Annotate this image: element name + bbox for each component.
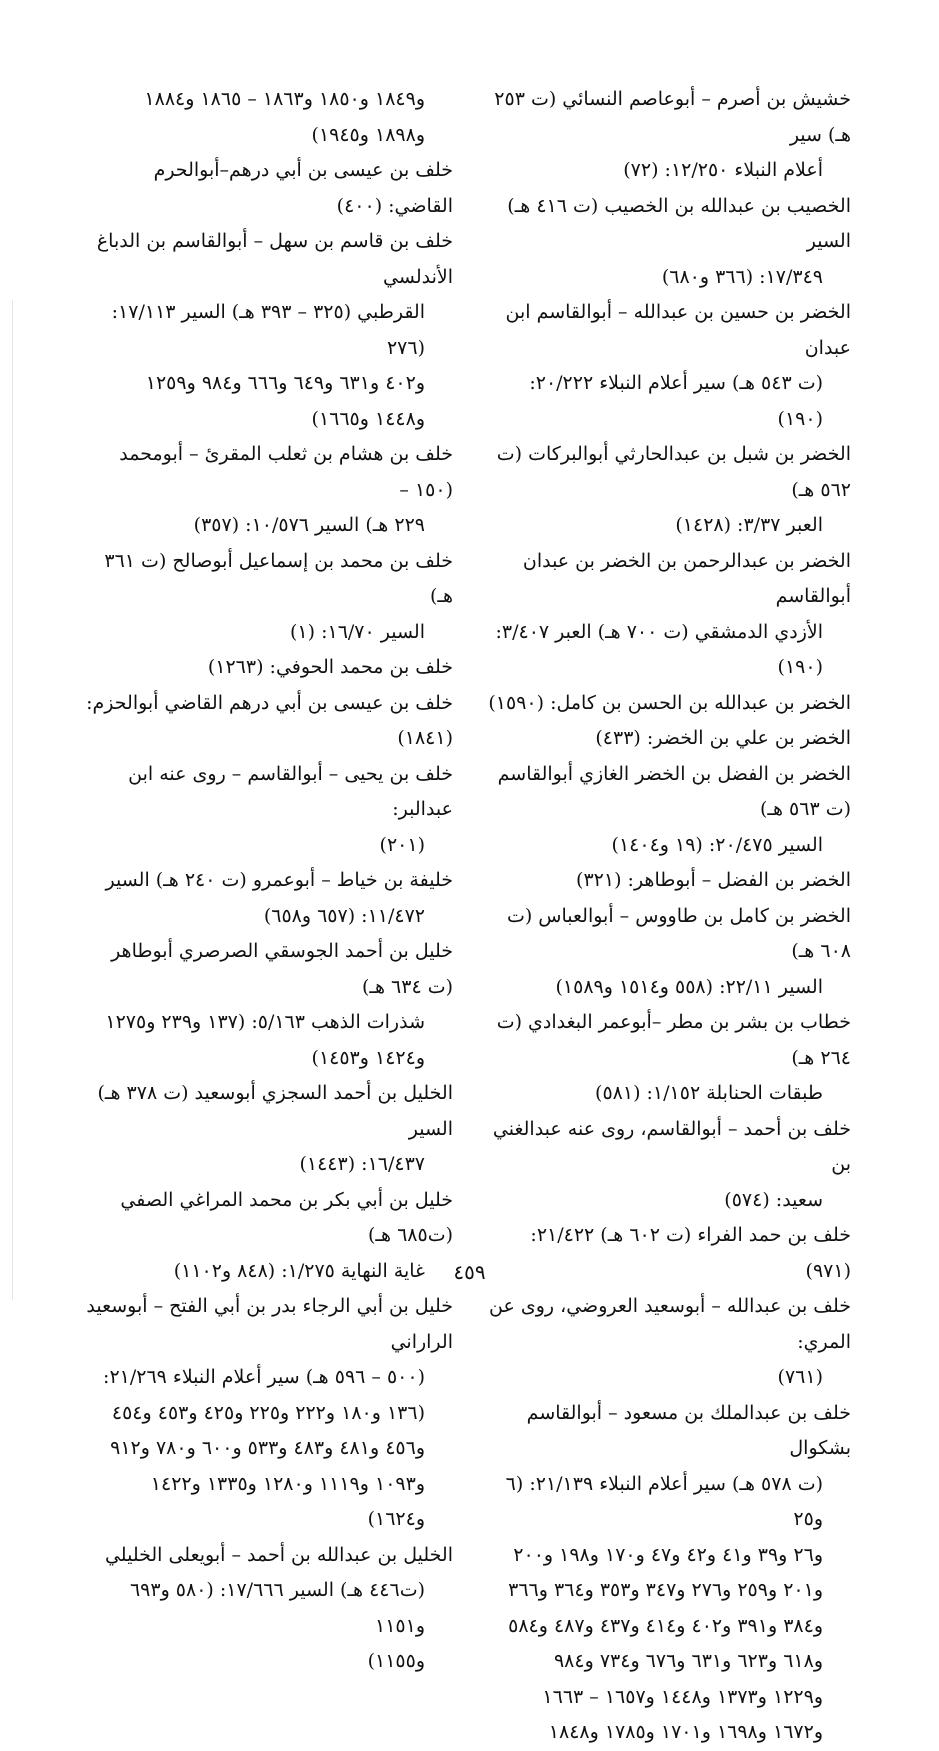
index-entry-line: و١٤٤٨ و١٦٦٥) [311, 407, 425, 430]
index-entry-line: أعلام النبلاء ١٢/٢٥٠: (٧٢) [623, 159, 823, 181]
index-entry-heading: خلف بن قاسم بن سهل – أبوالقاسم بن الدباغ الأندلسي [96, 230, 453, 288]
index-entry [485, 757, 851, 864]
index-entry-heading: خلف بن محمد بن إسماعيل أبوصالح (ت ٣٦١ هـ) [104, 549, 453, 607]
index-entry-line: (ت٤٤٦ هـ) السير ١٧/٦٦٦: (٥٨٠ و٦٩٣ و١١٥١ [129, 1579, 425, 1637]
index-entry-heading: خليل بن أحمد الجوسقي الصرصري أبوطاهر (ت ٦٣٤ هـ) [111, 940, 453, 998]
index-entry-line: (ت ٥٤٣ هـ) سير أعلام النبلاء ٢٠/٢٢٢: (١٩٠) [529, 372, 823, 430]
index-entry-line: العبر ٣/٣٧: (١٤٢٨) [675, 514, 823, 536]
index-entry-heading: خلف بن عيسى بن أبي درهم–أبوالحرم القاضي: (٤٠٠) [153, 159, 453, 217]
index-entry [485, 686, 851, 722]
index-entry-line: (١٣٦ و١٨٠ و٢٢٢ و٢٢٥ و٤٢٥ و٤٥٣ و٤٥٤ [111, 1401, 425, 1424]
index-entry-line: شذرات الذهب ٥/١٦٣: (١٣٧ و٢٣٩ و١٢٧٥ [105, 1011, 425, 1033]
index-entry [485, 437, 851, 544]
index-entry-line: و١٤٢٤ و١٤٥٣) [311, 1046, 425, 1069]
index-entry-line: و٢٦ و٣٩ و٤١ و٤٢ و٤٧ و١٧٠ و١٩٨ و٢٠٠ [513, 1543, 823, 1566]
index-entry-heading: خليل بن أبي الرجاء بدر بن أبي الفتح – أبوسعيد الراراني [86, 1295, 453, 1353]
index-entry-line: و١٦٢٤) [367, 1508, 425, 1530]
index-entry-heading: الخضر بن كامل بن طاووس – أبوالعباس (ت ٦٠٨ هـ) [506, 904, 851, 962]
index-entry [485, 1396, 851, 1751]
index-entry-line: سعيد: (٥٧٤) [724, 1188, 823, 1211]
index-entry [485, 82, 851, 189]
index-entry-line: غاية النهاية ١/٢٧٥: (٨٤٨ و١١٠٢) [173, 1259, 425, 1282]
index-entry [83, 934, 453, 1076]
index-entry-line: (ت ٥٧٨ هـ) سير أعلام النبلاء ٢١/١٣٩: (٦ و٢٥ [505, 1472, 823, 1530]
index-entry-line: (٢٠١) [379, 833, 425, 856]
index-entry [83, 1538, 453, 1680]
index-entry-heading: خليفة بن خياط – أبوعمرو (ت ٢٤٠ هـ) السير [105, 869, 453, 891]
index-entry [485, 899, 851, 1006]
index-entry-line: (٧٦١) [777, 1366, 823, 1388]
index-entry [485, 1289, 851, 1396]
index-entry-line: السير ٢٢/١١: (٥٥٨ و١٥١٤ و١٥٨٩) [555, 975, 823, 998]
index-entry-line: السير ١٦/٧٠: (١) [289, 620, 425, 643]
index-entry [83, 153, 453, 224]
index-entry [83, 1076, 453, 1183]
index-entry [485, 295, 851, 437]
index-entry-line: و٢٠١ و٢٥٩ و٢٧٦ و٣٤٧ و٣٥٣ و٣٦٤ و٣٦٦ [508, 1579, 823, 1601]
index-entry-line: و١٨٩٨ و١٩٤٥) [311, 123, 425, 146]
index-entry-line: و٤٠٢ و٦٣١ و٦٤٩ و٦٦٦ و٩٨٤ و١٢٥٩ [145, 372, 425, 394]
index-entry-heading: الخضر بن شبل بن عبدالحارثي أبوالبركات (ت ٥٦٢ هـ) [496, 443, 851, 501]
index-entry-heading: الخليل بن عبدالله بن أحمد – أبويعلى الخليلي [104, 1543, 453, 1566]
index-entry-heading: خليل بن أبي بكر بن محمد المراغي الصفي (ت٦٨٥ هـ) [120, 1188, 453, 1246]
index-entry-line: و٤٥٦ و٤٨١ و٤٨٣ و٥٣٣ و٦٠٠ و٧٨٠ و٩١٢ [110, 1437, 425, 1459]
index-entry-line: القرطبي (٣٢٥ – ٣٩٣ هـ) السير ١٧/١١٣: (٢٧٦ [111, 301, 425, 359]
index-entry-heading: خلف بن عبدالملك بن مسعود – أبوالقاسم بشكوال [526, 1401, 851, 1459]
index-entry-heading: خلف بن يحيى – أبوالقاسم – روى عنه ابن عبدالبر: [128, 762, 453, 820]
index-entry [83, 82, 453, 153]
index-entry-heading: خلف بن أحمد – أبوالقاسم، روى عنه عبدالغني بن [492, 1117, 851, 1175]
index-entry-heading: الخضر بن عبدالله بن الحسن بن كامل: (١٥٩٠) [488, 691, 851, 714]
index-column-left [83, 82, 453, 1680]
index-entry-line: (٥٠٠ – ٥٩٦ هـ) سير أعلام النبلاء ٢١/٢٦٩: [103, 1366, 425, 1388]
index-entry-heading: خلف بن هشام بن ثعلب المقرئ – أبومحمد (١٥٠ – [119, 443, 453, 501]
index-entry [485, 544, 851, 686]
index-entry-heading: الخضر بن الفضل بن الخضر الغازي أبوالقاسم (ت ٥٦٣ هـ) [497, 762, 851, 820]
index-entry-heading: الخضر بن حسين بن عبدالله – أبوالقاسم ابن عبدان [505, 301, 851, 359]
index-entry [83, 1289, 453, 1538]
index-entry-heading: الخليل بن أحمد السجزي أبوسعيد (ت ٣٧٨ هـ) السير [97, 1082, 453, 1140]
index-entry-heading: الخضر بن عبدالرحمن بن الخضر بن عبدان أبوالقاسم [522, 549, 851, 607]
index-entry-heading: خلف بن محمد الحوفي: (١٢٦٣) [207, 656, 453, 678]
scan-edge-line [12, 300, 13, 1300]
index-entry [83, 863, 453, 934]
index-entry [485, 1005, 851, 1112]
index-entry-line: و٣٨٤ و٣٩١ و٤٠٢ و٤١٤ و٤٣٧ و٤٨٧ و٥٨٤ [508, 1614, 823, 1637]
index-entry [83, 437, 453, 544]
index-entry-heading: خلف بن عيسى بن أبي درهم القاضي أبوالحزم: (١٨٤١) [86, 691, 453, 749]
index-entry [485, 721, 851, 757]
index-entry-line: ١٧/٣٤٩: (٣٦٦ و٦٨٠) [661, 265, 823, 288]
index-entry-line: و١٠٩٣ و١١١٩ و١٢٨٠ و١٣٣٥ و١٤٢٢ [150, 1472, 425, 1495]
index-entry-line: (١٩٠) [777, 656, 823, 678]
index-entry [83, 650, 453, 686]
index-entry-heading: خلف بن عبدالله – أبوسعيد العروضي، روى عن المري: [488, 1295, 851, 1353]
index-entry-heading: خطاب بن بشر بن مطر –أبوعمر البغدادي (ت ٢٦٤ هـ) [496, 1011, 851, 1069]
index-entry-continuation: و١٨٤٩ و١٨٥٠ و١٨٦٣ – ١٨٦٥ و١٨٨٤ [144, 88, 425, 110]
index-entry-heading: الخضر بن الفضل – أبوطاهر: (٣٢١) [576, 869, 851, 891]
index-entry-line: ١٦/٤٣٧: (١٤٤٣) [299, 1153, 425, 1175]
index-entry-line: السير ٢٠/٤٧٥: (١٩ و١٤٠٤) [611, 833, 823, 856]
index-entry-line: طبقات الحنابلة ١/١٥٢: (٥٨١) [595, 1082, 823, 1104]
index-entry-line: و١٢٢٩ و١٣٧٣ و١٤٤٨ و١٦٥٧ – ١٦٦٣ [542, 1685, 823, 1708]
index-entry [83, 224, 453, 437]
index-entry-heading: الخصيب بن عبدالله بن الخصيب (ت ٤١٦ هـ) السير [507, 194, 851, 252]
index-entry [485, 189, 851, 296]
index-entry-line: و١٦٧٢ و١٦٩٨ و١٧٠١ و١٧٨٥ و١٨٤٨ [548, 1721, 823, 1743]
index-entry-line: الأزدي الدمشقي (ت ٧٠٠ هـ) العبر ٣/٤٠٧: [495, 620, 823, 643]
index-entry-line: و١١٥٥) [367, 1650, 425, 1672]
index-entry-line: ٢٢٩ هـ) السير ١٠/٥٧٦: (٣٥٧) [193, 514, 425, 536]
index-entry [83, 686, 453, 757]
index-column-right [485, 82, 851, 1751]
index-entry-heading: خلف بن حمد الفراء (ت ٦٠٢ هـ) ٢١/٤٢٢: (٩٧١) [530, 1224, 851, 1282]
index-entry [485, 863, 851, 899]
index-entry-heading: الخضر بن علي بن الخضر: (٤٣٣) [595, 727, 851, 749]
index-entry [83, 544, 453, 651]
index-entry [83, 757, 453, 864]
index-entry-heading: خشيش بن أصرم – أبوعاصم النسائي (ت ٢٥٣ هـ) سير [494, 88, 851, 146]
page-number: ٤٥٩ [453, 1260, 486, 1284]
index-entry-line: و٦١٨ و٦٢٣ و٦٣١ و٦٧٦ و٧٣٤ و٩٨٤ [553, 1650, 823, 1672]
index-entry [485, 1112, 851, 1219]
index-entry-line: ١١/٤٧٢: (٦٥٧ و٦٥٨) [263, 904, 425, 927]
